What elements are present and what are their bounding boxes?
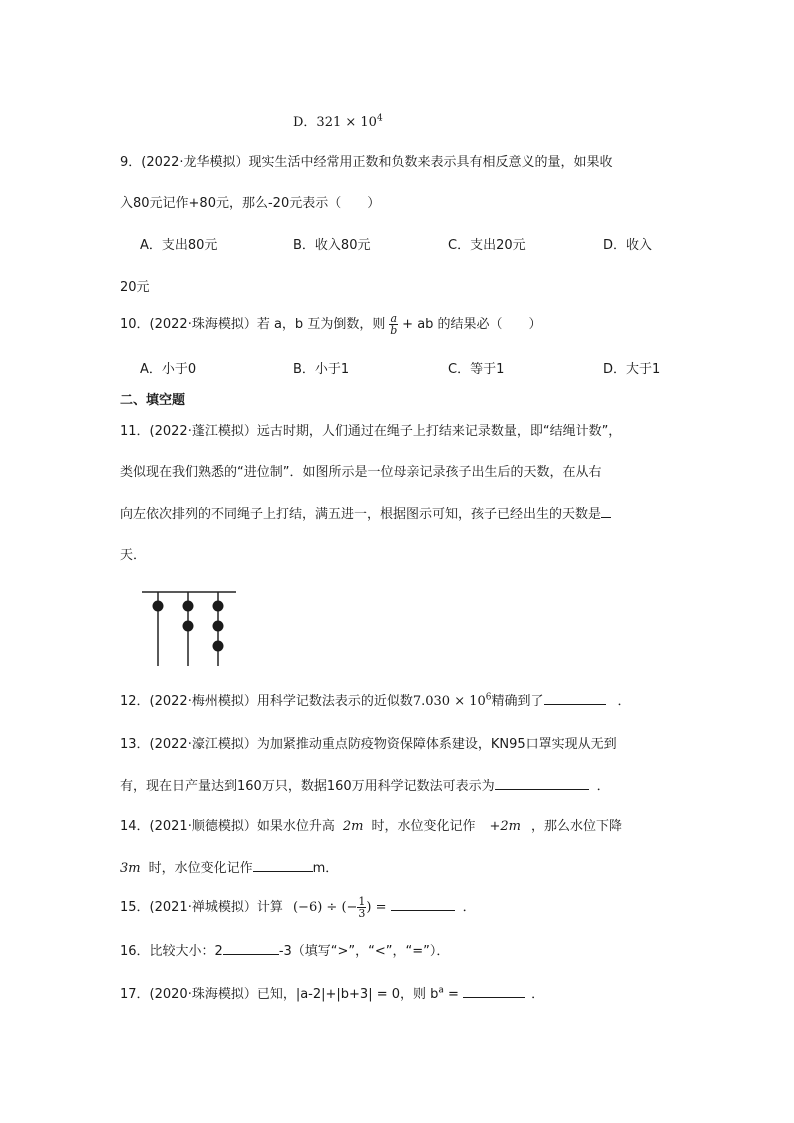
q16-question: 16．比较大小：2 -3（填写“>”，“<”，“=”）． bbox=[120, 940, 449, 959]
knot-rope-1-1 bbox=[153, 601, 164, 612]
q9-option-a: A．支出80元 bbox=[140, 238, 218, 253]
q17-question: 17．(2020·珠海模拟）已知，|a-2|+|b+3| = 0，则 $b^a$ = ． bbox=[120, 985, 545, 1002]
q16-answer-blank[interactable] bbox=[223, 941, 279, 955]
q10-option-c: C．等于1 bbox=[448, 362, 505, 377]
q9-line1: 9．(2022·龙华模拟）现实生活中经常用正数和负数来表示具有相反意义的量，如果收 bbox=[120, 155, 613, 170]
q10-option-b: B．小于1 bbox=[293, 362, 350, 377]
q11-answer-blank[interactable] bbox=[601, 504, 611, 518]
q15-fraction: $\frac{1}{3}$ bbox=[358, 895, 366, 920]
knot-rope-3-3 bbox=[213, 641, 224, 652]
section-title: 二、填空题 bbox=[120, 393, 186, 408]
q15-question: 15．(2021·禅城模拟）计算 (−6) ÷ (− $\frac{1}{3}$ ) = ． bbox=[120, 895, 476, 920]
knot-rope-3-2 bbox=[213, 621, 224, 632]
q10-option-a: A．小于0 bbox=[140, 362, 197, 377]
q15-answer-blank[interactable] bbox=[391, 897, 455, 911]
q12-question: 12．(2022·梅州模拟）用科学记数法表示的近似数$7.030 \times 10^6$精确到了 ． bbox=[120, 692, 631, 709]
knot-rope-figure bbox=[140, 588, 240, 668]
q13-line1: 13．(2022·濠江模拟）为加紧推动重点防疫物资保障体系建设，KN95口罩实现从无到 bbox=[120, 737, 617, 752]
q11-line1: 11．(2022·蓬江模拟）远古时期，人们通过在绳子上打结来记录数量，即“结绳计数”， bbox=[120, 424, 622, 439]
q9-option-c: C．支出20元 bbox=[448, 238, 526, 253]
q17-answer-blank[interactable] bbox=[463, 984, 525, 998]
q14-answer-blank[interactable] bbox=[253, 858, 313, 872]
q9-line2: 入80元记作+80元，那么-20元表示（ ） bbox=[120, 196, 381, 211]
q11-line2: 类似现在我们熟悉的“进位制”．如图所示是一位母亲记录孩子出生后的天数，在从右 bbox=[120, 465, 602, 480]
knot-rope-2-1 bbox=[183, 601, 194, 612]
q9-option-d: D．收入 bbox=[603, 238, 653, 253]
q11-line3: 向左依次排列的不同绳子上打结，满五进一，根据图示可知，孩子已经出生的天数是 bbox=[120, 503, 611, 522]
q10-option-d: D．大于1 bbox=[603, 362, 661, 377]
q14-line2: 3m 时，水位变化记作 m． bbox=[120, 857, 338, 876]
q11-line4: 天． bbox=[120, 548, 147, 563]
q9-option-b: B．收入80元 bbox=[293, 238, 371, 253]
knot-rope-2-2 bbox=[183, 621, 194, 632]
q8-option-d: D．$321 \times 10^4$ bbox=[293, 113, 383, 130]
q14-line1: 14．(2021·顺德模拟）如果水位升高 2m 时，水位变化记作 +2m ，那么水位下降 bbox=[120, 819, 622, 834]
q13-line2: 有，现在日产量达到160万只，数据160万用科学记数法可表示为 ． bbox=[120, 775, 610, 794]
knot-rope-3-1 bbox=[213, 601, 224, 612]
q10-question: 10．(2022·珠海模拟）若 a，b 互为倒数，则 $\frac{a}{b}$ + ab 的结果必（ ） bbox=[120, 312, 542, 337]
q9-option-d-cont: 20元 bbox=[120, 280, 150, 295]
q13-answer-blank[interactable] bbox=[495, 776, 589, 790]
q12-answer-blank[interactable] bbox=[544, 691, 606, 705]
q10-fraction: $\frac{a}{b}$ bbox=[390, 312, 398, 337]
